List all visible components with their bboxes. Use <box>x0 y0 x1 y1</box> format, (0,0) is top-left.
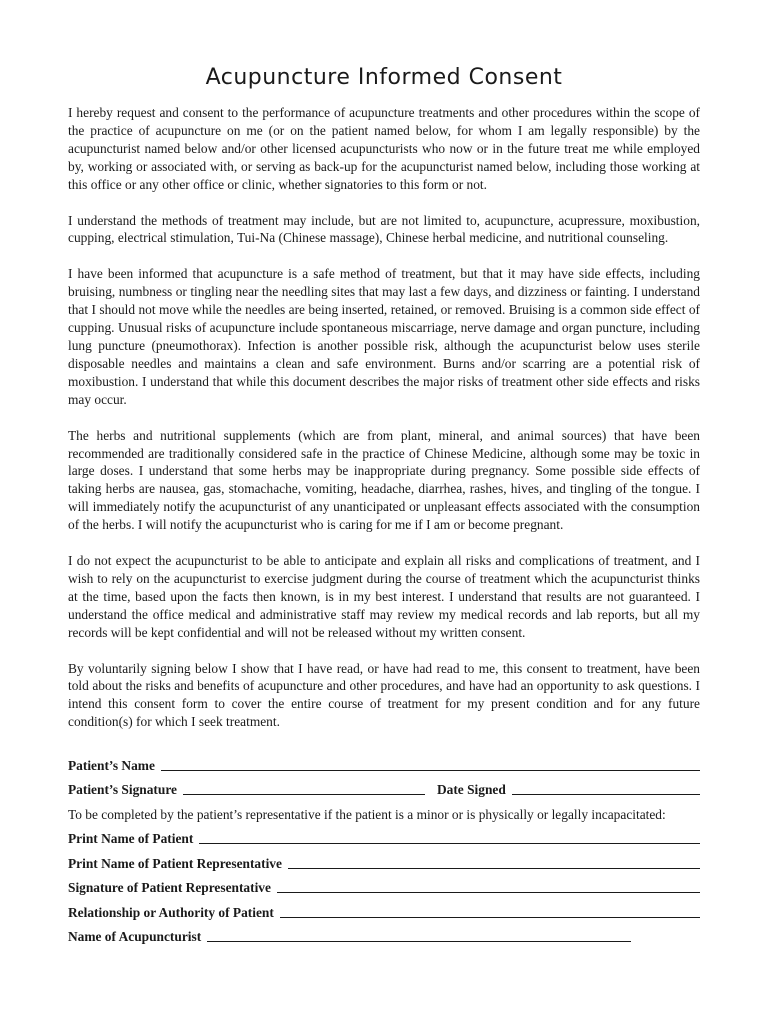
signature-rep-label: Signature of Patient Representative <box>68 880 271 896</box>
print-name-rep-row <box>68 847 700 872</box>
print-name-patient-field[interactable] <box>199 830 700 844</box>
paragraph-herbs: The herbs and nutritional supplements (which are from plant, mineral, and animal sources) that have been recommended are traditionally considered safe in the practice of Chinese Medicine, although some may be toxic in large doses. I understand that some herbs may be inappropriate during pregnancy. Some possible side effects of taking herbs are nausea, gas, stomachache, vomiting, headache, diarrhea, rashes, hives, and tingling of the tongue. I will immediately notify the acupuncturist of any unanticipated or unpleasant effects associated with the consumption of the herbs. I will notify the acupuncturist who is caring for me if I am or become pregnant. <box>68 427 700 533</box>
acupuncturist-label: Name of Acupuncturist <box>68 929 202 945</box>
print-name-rep-field[interactable] <box>288 855 700 869</box>
paragraph-treatment-methods: I understand the methods of treatment may include, but are not limited to, acupuncture, acupressure, moxibustion, cupping, electrical stimulation, Tui-Na (Chinese massage), Chinese herbal medicine, and nutritional counseling. <box>68 212 700 246</box>
print-name-patient-label: Print Name of Patient <box>68 831 194 847</box>
patient-name-row <box>68 749 700 774</box>
patient-signature-row <box>68 774 700 799</box>
signature-rep-field[interactable] <box>277 879 700 893</box>
date-signed-label: Date Signed <box>436 782 506 798</box>
paragraph-side-effects: I have been informed that acupuncture is a safe method of treatment, but that it may have side effects, including bruising, numbness or tingling near the needling sites that may last a few days, and dizziness or fainting. I understand that I should not move while the needles are being inserted, retained, or removed. Bruising is a common side effect of cupping. Unusual risks of acupuncture include spontaneous miscarriage, nerve damage and organ puncture, including lung puncture (pneumothorax). Infection is another possible risk, although the acupuncturist below uses sterile disposable needles and maintains a clean and safe environment. Burns and/or scarring are a potential risk of moxibustion. I understand that while this document describes the major risks of treatment other side effects and risks may occur. <box>68 266 700 407</box>
signature-fields <box>68 749 700 945</box>
patient-signature-field[interactable] <box>183 781 425 795</box>
paragraph-request-consent: I hereby request and consent to the performance of acupuncture treatments and other procedures within the scope of the practice of acupuncture on me (or on the patient named below, for whom I am legally responsible) by the acupuncturist named below and/or other licensed acupuncturists who now or in the future treat me while employed by, working or associated with, or serving as back-up for the acupuncturist named below, including those working at this office or any other office or clinic, whether signatories to this form or not. <box>68 105 700 192</box>
patient-signature-label: Patient’s Signature <box>68 782 177 798</box>
patient-name-label: Patient’s Name <box>68 757 155 773</box>
relationship-row <box>68 896 700 921</box>
signature-rep-row <box>68 872 700 897</box>
date-signed-field[interactable] <box>512 781 700 795</box>
relationship-field[interactable] <box>280 904 700 918</box>
representative-note: To be completed by the patient’s representative if the patient is a minor or is physically or legally incapacitated: <box>68 806 666 822</box>
consent-body <box>68 104 700 731</box>
print-name-patient-row <box>68 823 700 848</box>
representative-note-row <box>68 798 700 823</box>
relationship-label: Relationship or Authority of Patient <box>68 904 274 920</box>
acupuncturist-field[interactable] <box>207 928 631 942</box>
page-title: Acupuncture Informed Consent <box>205 65 563 90</box>
print-name-rep-label: Print Name of Patient Representative <box>68 855 282 871</box>
paragraph-risks-records: I do not expect the acupuncturist to be able to anticipate and explain all risks and complications of treatment, and I wish to rely on the acupuncturist to exercise judgment during the course of treatment which the acupuncturist thinks at the time, based upon the facts then known, is in my best interest. I understand that results are not guaranteed. I understand the office medical and administrative staff may review my medical records and lab reports, but all my records will be kept confidential and will not be released without my written consent. <box>68 553 700 640</box>
patient-name-field[interactable] <box>161 757 700 771</box>
paragraph-voluntary-signing: By voluntarily signing below I show that I have read, or have had read to me, this consent to treatment, have been told about the risks and benefits of acupuncture and other procedures, and have had an opportunity to ask questions. I intend this consent form to cover the entire course of treatment for my present condition and for any future condition(s) for which I seek treatment. <box>68 660 700 730</box>
acupuncturist-row <box>68 921 700 946</box>
